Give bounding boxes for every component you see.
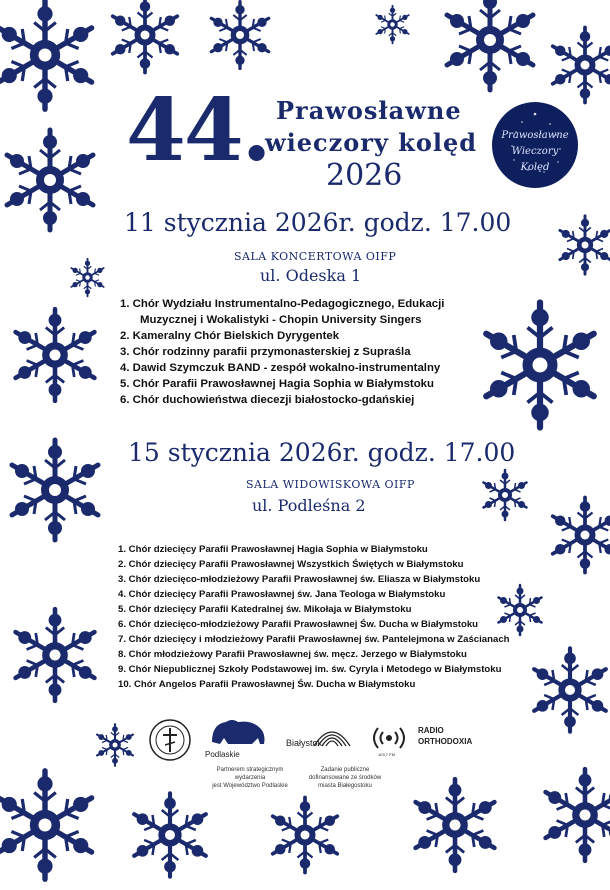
- radio-label-line-2: ORTHODOXIA: [418, 737, 473, 746]
- list-item: 2. Kameralny Chór Bielskich Dyrygentek: [120, 330, 340, 342]
- radio-label-line-1: RADIO: [418, 726, 444, 735]
- snowflake-icon: [0, 0, 110, 120]
- bialystok-label: Białystok: [286, 738, 323, 748]
- podlaskie-note-line: Partnerem strategicznym: [216, 767, 284, 773]
- snowflake-icon: [540, 20, 610, 110]
- list-item: 10. Chór Angelos Parafii Prawosławnej Św. Ducha w Białymstoku: [118, 679, 416, 690]
- snowflake-icon: [0, 300, 110, 410]
- list-item: 4. Dawid Szymczuk BAND - zespół wokalno-instrumentalny: [120, 362, 441, 374]
- event1-address: ul. Odeska 1: [260, 266, 362, 285]
- snowflake-icon: [430, 0, 550, 100]
- event2-venue: SALA WIDOWISKOWA OIFP: [246, 478, 415, 491]
- snowflake-icon: [465, 290, 610, 440]
- snowflake-icon: [0, 600, 110, 710]
- title-year: 2026: [326, 158, 403, 193]
- list-item: 2. Chór dziecięcy Parafii Prawosławnej Wszystkich Świętych w Białymstoku: [118, 559, 464, 570]
- bison-icon: [208, 716, 268, 752]
- event2-date: 15 stycznia 2026r. godz. 17.00: [128, 438, 516, 467]
- church-seal-icon: [148, 718, 192, 762]
- podlaskie-label: Podlaskie: [205, 750, 240, 759]
- snowflake-icon: [475, 465, 535, 525]
- snowflake-icon: [120, 785, 220, 885]
- list-item: 5. Chór Parafii Prawosławnej Hagia Sophia w Białymstoku: [120, 378, 434, 390]
- badge-line-1: Prawosławne: [501, 130, 569, 141]
- list-item: 9. Chór Niepublicznej Szkoły Podstawowej im. św. Cyryla i Metodego w Białymstoku: [118, 664, 502, 675]
- bialystok-note-line: miasta Białegostoku: [318, 783, 372, 789]
- list-item: 3. Chór dziecięco-młodzieżowy Parafii Prawosławnej św. Eliasza w Białymstoku: [118, 574, 481, 585]
- list-item: 4. Chór dziecięcy Parafii Prawosławnej św. Jana Teologa w Białymstoku: [118, 589, 446, 600]
- list-item: 6. Chór duchowieństwa diecezji białostocko-gdańskiej: [120, 394, 415, 406]
- title-line-1: Prawosławne: [276, 96, 462, 125]
- snowflake-icon: [0, 760, 110, 890]
- badge-line-2: Wieczory: [511, 146, 559, 157]
- snowflake-icon: [0, 120, 110, 240]
- event1-date: 11 stycznia 2026r. godz. 17.00: [124, 208, 512, 237]
- podlaskie-note-line: jest Województwo Podlaskie: [212, 783, 288, 789]
- edition-number: 44.: [126, 80, 270, 181]
- list-item: 7. Chór dziecięcy i młodzieżowy Parafii Prawosławnej św. Pantelejmona w Zaścianach: [118, 634, 510, 645]
- list-item: 8. Chór młodzieżowy Parafii Prawosławnej św. męcz. Jerzego w Białymstoku: [118, 649, 467, 660]
- event1-performer-list: [120, 296, 444, 408]
- title-line-2: wieczory kolęd: [265, 128, 478, 157]
- snowflake-icon: [530, 760, 610, 870]
- snowflake-icon: [370, 2, 415, 47]
- snowflake-icon: [200, 0, 280, 75]
- list-item: 1. Chór dziecięcy Parafii Prawosławnej Hagia Sophia w Białymstoku: [118, 544, 428, 555]
- bialystok-note-line: dofinansowane ze środków: [308, 775, 382, 781]
- radio-frequency: 103,7 FM: [378, 752, 395, 757]
- snowflake-icon: [260, 790, 350, 880]
- snowflake-icon: [400, 770, 510, 880]
- event-logo-badge: [492, 102, 578, 188]
- podlaskie-note: [205, 766, 295, 790]
- bialystok-note: [300, 766, 390, 790]
- event2-address: ul. Podleśna 2: [252, 496, 366, 515]
- event1-venue: SALA KONCERTOWA OIFP: [234, 250, 397, 263]
- bialystok-note-line: Zadanie publiczne: [320, 767, 370, 773]
- star-tree-icon: [492, 102, 578, 188]
- snowflake-icon: [100, 0, 190, 80]
- badge-line-3: Kolęd: [520, 162, 550, 173]
- snowflake-icon: [0, 430, 115, 550]
- snowflake-icon: [65, 255, 110, 300]
- snowflake-icon: [540, 490, 610, 580]
- snowflake-icon: [520, 640, 610, 740]
- list-item: 5. Chór dziecięcy Parafii Katedralnej św. Mikołaja w Białymstoku: [118, 604, 412, 615]
- list-item: Muzycznej i Wokalistyki - Chopin University Singers: [140, 314, 422, 326]
- snowflake-icon: [550, 210, 610, 280]
- list-item: 1. Chór Wydziału Instrumentalno-Pedagogicznego, Edukacji: [120, 298, 445, 310]
- list-item: 6. Chór dziecięco-młodzieżowy Parafii Prawosławnej Św. Ducha w Białymstoku: [118, 619, 479, 630]
- event2-performer-list: [118, 542, 510, 692]
- list-item: 3. Chór rodzinny parafii przymonasterskiej z Supraśla: [120, 346, 411, 358]
- podlaskie-note-line: wydarzenia: [234, 775, 266, 781]
